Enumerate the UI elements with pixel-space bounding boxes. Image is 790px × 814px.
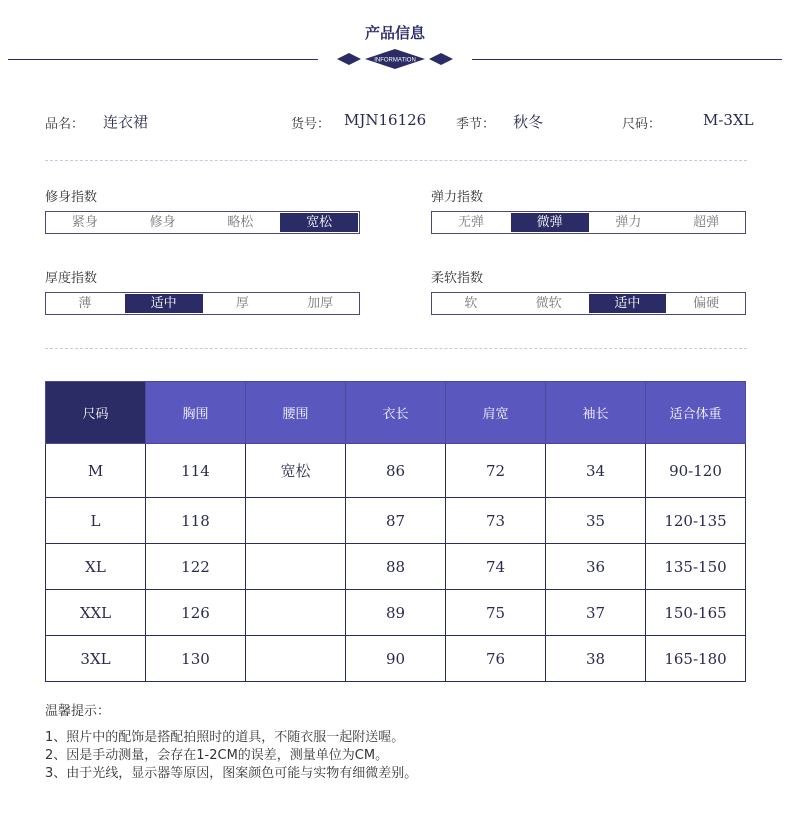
- fit-index-title: 修身指数: [45, 190, 98, 205]
- season-label: 季节：: [456, 117, 496, 132]
- softness-option: 偏硬: [693, 296, 720, 311]
- stretch-option: 无弹: [457, 215, 484, 230]
- table-row: [46, 544, 746, 590]
- size-table-header: [46, 382, 746, 444]
- softness-option: 适中: [589, 294, 667, 313]
- table-cell: 87: [346, 498, 446, 544]
- header-bust: 胸围: [146, 382, 246, 444]
- thickness-index-title: 厚度指数: [45, 271, 98, 286]
- table-cell: L: [46, 498, 146, 544]
- table-cell: [246, 590, 346, 636]
- fit-option: 紧身: [71, 215, 98, 230]
- table-cell: 114: [146, 444, 246, 498]
- table-cell: M: [46, 444, 146, 498]
- thickness-option: 适中: [125, 294, 203, 313]
- table-row: [46, 498, 746, 544]
- size-value: M-3XL: [703, 111, 754, 129]
- table-cell: 72: [446, 444, 546, 498]
- table-row: [46, 590, 746, 636]
- table-cell: [246, 636, 346, 682]
- table-cell: 35: [546, 498, 646, 544]
- table-row: [46, 444, 746, 498]
- softness-index-title: 柔软指数: [431, 271, 484, 286]
- softness-option: 微软: [535, 296, 562, 311]
- table-cell: 宽松: [246, 444, 346, 498]
- sku-value: MJN16126: [344, 111, 427, 129]
- table-cell: 122: [146, 544, 246, 590]
- softness-index-bar: [431, 292, 746, 315]
- fit-index-bar: [45, 211, 360, 234]
- table-cell: 89: [346, 590, 446, 636]
- table-cell: 90: [346, 636, 446, 682]
- stretch-index-bar: [431, 211, 746, 234]
- softness-option: 软: [464, 296, 478, 311]
- table-cell: 73: [446, 498, 546, 544]
- fit-option: 略松: [227, 215, 254, 230]
- note-line: 2、因是手动测量，会存在1-2CM的误差，测量单位为CM。: [45, 748, 389, 763]
- table-cell: XL: [46, 544, 146, 590]
- divider: [45, 160, 747, 161]
- table-cell: 150-165: [646, 590, 746, 636]
- table-cell: 120-135: [646, 498, 746, 544]
- information-badge: [337, 49, 453, 69]
- table-cell: 165-180: [646, 636, 746, 682]
- table-cell: 90-120: [646, 444, 746, 498]
- thickness-option: 厚: [235, 296, 249, 311]
- header-rule-left: [8, 59, 318, 60]
- stretch-index-title: 弹力指数: [431, 190, 484, 205]
- fit-option: 修身: [149, 215, 176, 230]
- header-weight: 适合体重: [646, 382, 746, 444]
- stretch-option: 超弹: [693, 215, 720, 230]
- table-cell: 3XL: [46, 636, 146, 682]
- sku-label: 货号：: [291, 117, 331, 132]
- size-label: 尺码：: [622, 117, 662, 132]
- table-cell: 76: [446, 636, 546, 682]
- table-cell: 135-150: [646, 544, 746, 590]
- header-waist: 腰围: [246, 382, 346, 444]
- table-cell: [246, 544, 346, 590]
- name-value: 连衣裙: [103, 113, 149, 131]
- stretch-option: 微弹: [511, 213, 589, 232]
- page-title: 产品信息: [364, 24, 425, 42]
- header-shoulder: 肩宽: [446, 382, 546, 444]
- thickness-option: 薄: [78, 296, 92, 311]
- table-cell: 130: [146, 636, 246, 682]
- note-line: 1、照片中的配饰是搭配拍照时的道具，不随衣服一起附送喔。: [45, 730, 405, 745]
- divider: [45, 348, 747, 349]
- table-cell: 88: [346, 544, 446, 590]
- table-cell: XXL: [46, 590, 146, 636]
- thickness-option: 加厚: [307, 296, 334, 311]
- table-cell: 34: [546, 444, 646, 498]
- fit-option: 宽松: [280, 213, 358, 232]
- table-cell: 38: [546, 636, 646, 682]
- table-row: [46, 636, 746, 682]
- table-cell: 86: [346, 444, 446, 498]
- table-cell: 74: [446, 544, 546, 590]
- table-cell: 75: [446, 590, 546, 636]
- table-cell: 126: [146, 590, 246, 636]
- table-cell: 118: [146, 498, 246, 544]
- header-sleeve: 袖长: [546, 382, 646, 444]
- header-rule-right: [472, 59, 782, 60]
- header-size: 尺码: [46, 382, 146, 444]
- season-value: 秋冬: [513, 113, 544, 131]
- badge-text: INFORMATION: [374, 57, 416, 64]
- stretch-option: 弹力: [615, 215, 642, 230]
- table-cell: 37: [546, 590, 646, 636]
- table-cell: [246, 498, 346, 544]
- note-line: 3、由于光线，显示器等原因，图案颜色可能与实物有细微差别。: [45, 766, 418, 781]
- name-label: 品名：: [45, 117, 85, 132]
- notes-title: 温馨提示：: [45, 704, 111, 719]
- thickness-index-bar: [45, 292, 360, 315]
- header-length: 衣长: [346, 382, 446, 444]
- table-cell: 36: [546, 544, 646, 590]
- size-table: [45, 381, 746, 682]
